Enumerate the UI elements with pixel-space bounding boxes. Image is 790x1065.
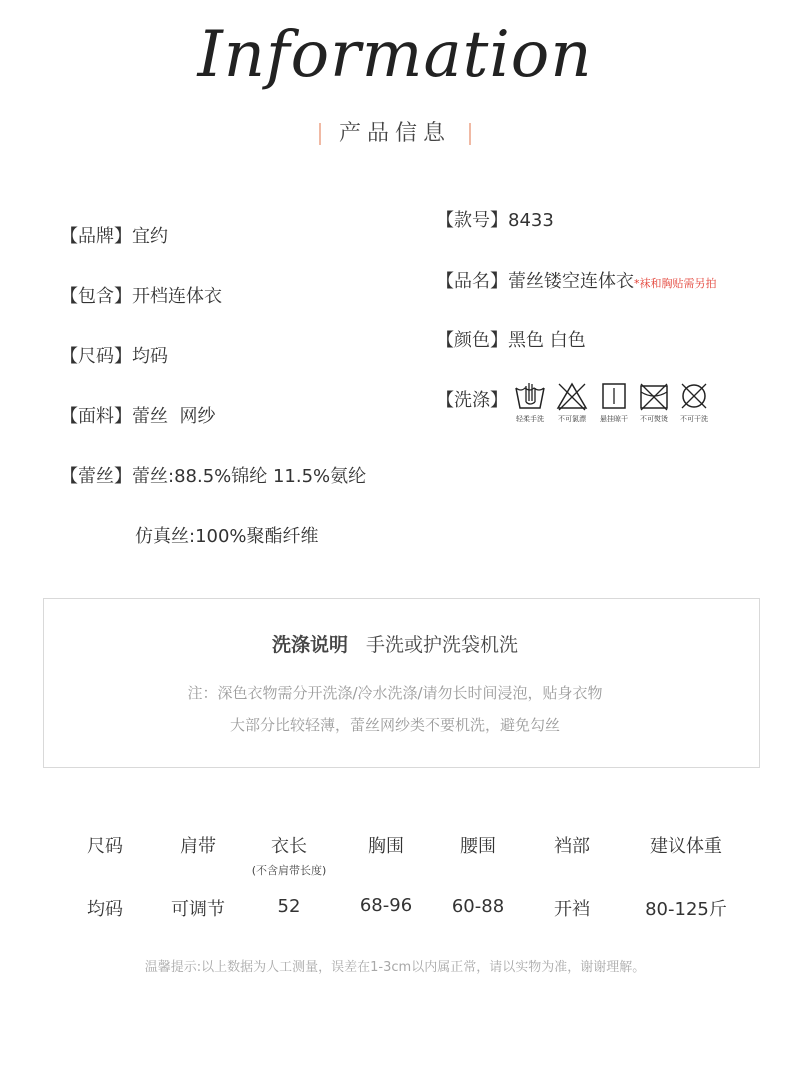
divider-left xyxy=(319,123,321,145)
product-name-value: 蕾丝镂空连体衣 xyxy=(508,271,634,292)
fabric-value: 蕾丝 网纱 xyxy=(132,406,216,427)
info-silk: 仿真丝:100%聚酯纤维 xyxy=(135,526,319,547)
hand-wash-icon xyxy=(513,380,547,412)
info-brand xyxy=(60,222,168,248)
no-iron-icon xyxy=(637,380,671,412)
table-header-crotch: 裆部 xyxy=(554,836,590,857)
info-lace xyxy=(60,462,366,488)
product-name-note: *袜和胸贴需另拍 xyxy=(634,277,717,290)
care-item-no-iron xyxy=(637,380,671,424)
table-header-waist: 腰围 xyxy=(460,836,496,857)
no-iron-label: 不可熨烫 xyxy=(640,415,668,423)
style-no-value: 8433 xyxy=(508,210,554,231)
care-item-hand-wash xyxy=(513,380,547,424)
care-item-no-bleach xyxy=(555,380,589,424)
script-title: Information xyxy=(197,18,593,92)
table-cell-bust: 68-96 xyxy=(359,895,413,916)
table-cell-strap: 可调节 xyxy=(171,899,225,920)
info-style-no xyxy=(436,206,554,232)
wash-note-line-1: 注：深色衣物需分开洗涤/冷水洗涤/请勿长时间浸泡，贴身衣物 xyxy=(187,684,603,702)
info-product-name xyxy=(436,267,717,293)
length-note: (不含肩带长度) xyxy=(251,864,327,877)
info-wash-tag: 【洗涤】 xyxy=(436,390,508,411)
no-bleach-icon xyxy=(555,380,589,412)
table-cell-length: 52 xyxy=(277,896,301,917)
style-no-tag: 【款号】 xyxy=(436,210,508,231)
divider-right xyxy=(469,123,471,145)
care-item-hang-dry xyxy=(597,380,631,424)
table-header-size: 尺码 xyxy=(87,836,123,857)
fabric-tag: 【面料】 xyxy=(60,406,132,427)
color-value: 黑色 白色 xyxy=(508,330,586,351)
table-header-strap: 肩带 xyxy=(180,836,216,857)
info-fabric xyxy=(60,402,215,428)
contents-value: 开档连体衣 xyxy=(132,286,222,307)
table-header-length: 衣长 xyxy=(271,836,307,857)
size-value: 均码 xyxy=(132,346,168,367)
table-cell-waist: 60-88 xyxy=(451,896,505,917)
contents-tag: 【包含】 xyxy=(60,286,132,307)
info-size xyxy=(60,342,168,368)
care-item-no-dry-clean xyxy=(677,380,711,424)
table-cell-weight: 80-125斤 xyxy=(645,899,727,920)
wash-note-line-2: 大部分比较轻薄，蕾丝网纱类不要机洗，避免勾丝 xyxy=(229,716,560,734)
footer-note: 温馨提示:以上数据为人工测量，误差在1-3cm以内属正常，请以实物为准，谢谢理解。 xyxy=(144,960,646,975)
subtitle-text: 产品信息 xyxy=(338,121,451,146)
wash-instructions-heading xyxy=(0,630,790,657)
hang-dry-label: 悬挂晾干 xyxy=(600,415,628,423)
info-contents xyxy=(60,282,222,308)
size-tag: 【尺码】 xyxy=(60,346,132,367)
hang-dry-icon xyxy=(597,380,631,412)
no-dry-clean-icon xyxy=(677,380,711,412)
table-header-bust: 胸围 xyxy=(368,836,404,857)
wash-title: 洗涤说明 xyxy=(271,634,348,656)
lace-tag: 【蕾丝】 xyxy=(60,466,132,487)
section-subtitle xyxy=(0,116,790,147)
info-color xyxy=(436,326,586,352)
table-cell-size: 均码 xyxy=(87,899,123,920)
hand-wash-label: 轻柔手洗 xyxy=(516,415,544,423)
wash-method: 手洗或护洗袋机洗 xyxy=(366,634,519,656)
no-dry-clean-label: 不可干洗 xyxy=(680,415,708,423)
lace-value: 蕾丝:88.5%锦纶 11.5%氨纶 xyxy=(132,466,367,487)
table-header-weight: 建议体重 xyxy=(650,836,722,857)
no-bleach-label: 不可氯漂 xyxy=(558,415,586,423)
brand-value: 宜约 xyxy=(132,226,168,247)
table-cell-crotch: 开裆 xyxy=(554,899,590,920)
color-tag: 【颜色】 xyxy=(436,330,508,351)
product-name-tag: 【品名】 xyxy=(436,271,508,292)
brand-tag: 【品牌】 xyxy=(60,226,132,247)
